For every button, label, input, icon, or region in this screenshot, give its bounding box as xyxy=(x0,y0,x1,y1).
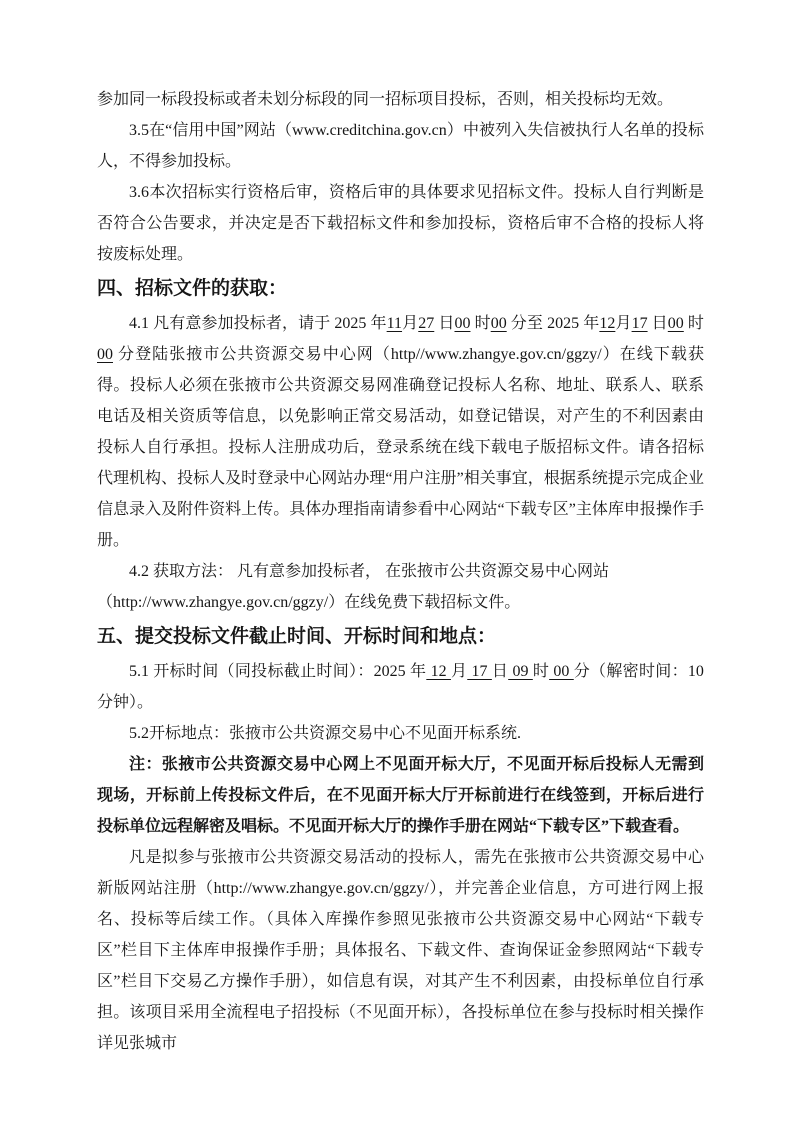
paragraph-4-1 xyxy=(97,308,704,556)
underlined-field: 11 xyxy=(386,315,403,332)
text-run: 时 xyxy=(683,315,704,332)
underlined-field: 17 xyxy=(631,315,648,332)
text-run: 注：张掖市公共资源交易中心网上不见面开标大厅，不见面开标后投标人无需到现场，开标前上传投标文件后，在不见面开标大厅开标前进行在线签到，开标后进行投标单位远程解密及唱标。不见面开标大厅的操作手册在网站“下载专区”下载查看。 xyxy=(97,756,704,835)
text-run: 5.1 开标时间（同投标截止时间）：2025 年 xyxy=(129,663,427,680)
text-run: 日 xyxy=(434,315,455,332)
paragraph-continuation xyxy=(97,84,704,115)
text-run: 四、招标文件的获取： xyxy=(97,278,288,299)
text-run: 五、提交投标文件截止时间、开标时间和地点： xyxy=(97,626,497,647)
underlined-field: 12 xyxy=(426,663,451,680)
text-run: 凡是拟参与张掖市公共资源交易活动的投标人，需先在张掖市公共资源交易中心新版网站注册（http://www.zhangye.gov.cn/ggzy/），并完善企业信息，方可进行网上报名、投标等后续工作。（具体入库操作参照见张掖市公共资源交易中心网站“下载专区”栏目下主体库申报操作手册；具体报名、下载文件、查询保证金参照网站“下载专区”栏目下交易乙方操作手册），如信息有误，对其产生不利因素，由投标单位自行承担。该项目采用全流程电子招投标（不见面开标），各投标单位在参与投标时相关操作详见张城市 xyxy=(97,849,704,1052)
text-run: 月 xyxy=(450,663,468,680)
text-run: 3.5在“信用中国”网站（www.creditchina.gov.cn）中被列入失信被执行人名单的投标人，不得参加投标。 xyxy=(97,122,704,170)
underlined-field: 00 xyxy=(667,315,684,332)
underlined-field: 09 xyxy=(508,663,533,680)
text-run: 4.2 获取方法： 凡有意参加投标者， 在张掖市公共资源交易中心网站 xyxy=(129,563,610,580)
text-run: 月 xyxy=(615,315,632,332)
text-run: 日 xyxy=(491,663,509,680)
paragraph-5-1 xyxy=(97,656,704,718)
text-run: 日 xyxy=(647,315,668,332)
text-run: 分登陆张掖市公共资源交易中心网（http//www.zhangye.gov.cn/ggzy/）在线下载获得。投标人必须在张掖市公共资源交易网准确登记投标人名称、地址、联系人、联系电话及相关资质等信息，以免影响正常交易活动，如登记错误，对产生的不利因素由投标人自行承担。投标人注册成功后，登录系统在线下载电子版招标文件。请各招标代理机构、投标人及时登录中心网站办理“用户注册”相关事宜，根据系统提示完成企业信息录入及附件资料上传。具体办理指南请参看中心网站“下载专区”主体库申报操作手册。 xyxy=(97,346,704,549)
paragraph-3-5 xyxy=(97,115,704,177)
section-heading-4 xyxy=(97,272,704,306)
text-run: 时 xyxy=(470,315,491,332)
text-run: 5.2开标地点：张掖市公共资源交易中心不见面开标系统. xyxy=(129,725,522,742)
text-run: 4.1 凡有意参加投标者，请于 2025 年 xyxy=(129,315,387,332)
paragraph-note xyxy=(97,749,704,842)
paragraph-4-2 xyxy=(97,556,704,618)
underlined-field: 00 xyxy=(454,315,471,332)
underlined-field: 00 xyxy=(490,315,507,332)
section-heading-5 xyxy=(97,620,704,654)
underlined-field: 17 xyxy=(467,663,492,680)
text-run: 分（解密时间：10分钟）。 xyxy=(97,663,704,711)
text-run: 3.6本次招标实行资格后审，资格后审的具体要求见招标文件。投标人自行判断是否符合公告要求，并决定是否下载招标文件和参加投标，资格后审不合格的投标人将按废标处理。 xyxy=(97,184,704,263)
text-run: 月 xyxy=(402,315,419,332)
text-run: 分至 2025 年 xyxy=(506,315,600,332)
text-run: （http://www.zhangye.gov.cn/ggzy/）在线免费下载招标文件。 xyxy=(97,594,521,611)
underlined-field: 00 xyxy=(549,663,574,680)
text-run: 参加同一标段投标或者未划分标段的同一招标项目投标，否则，相关投标均无效。 xyxy=(97,91,674,108)
paragraph-registration xyxy=(97,842,704,1059)
paragraph-3-6 xyxy=(97,177,704,270)
underlined-field: 00 xyxy=(97,346,113,363)
underlined-field: 27 xyxy=(418,315,435,332)
paragraph-5-2 xyxy=(97,718,704,749)
document-body xyxy=(97,84,704,1059)
underlined-field: 12 xyxy=(599,315,616,332)
text-run: 时 xyxy=(532,663,550,680)
